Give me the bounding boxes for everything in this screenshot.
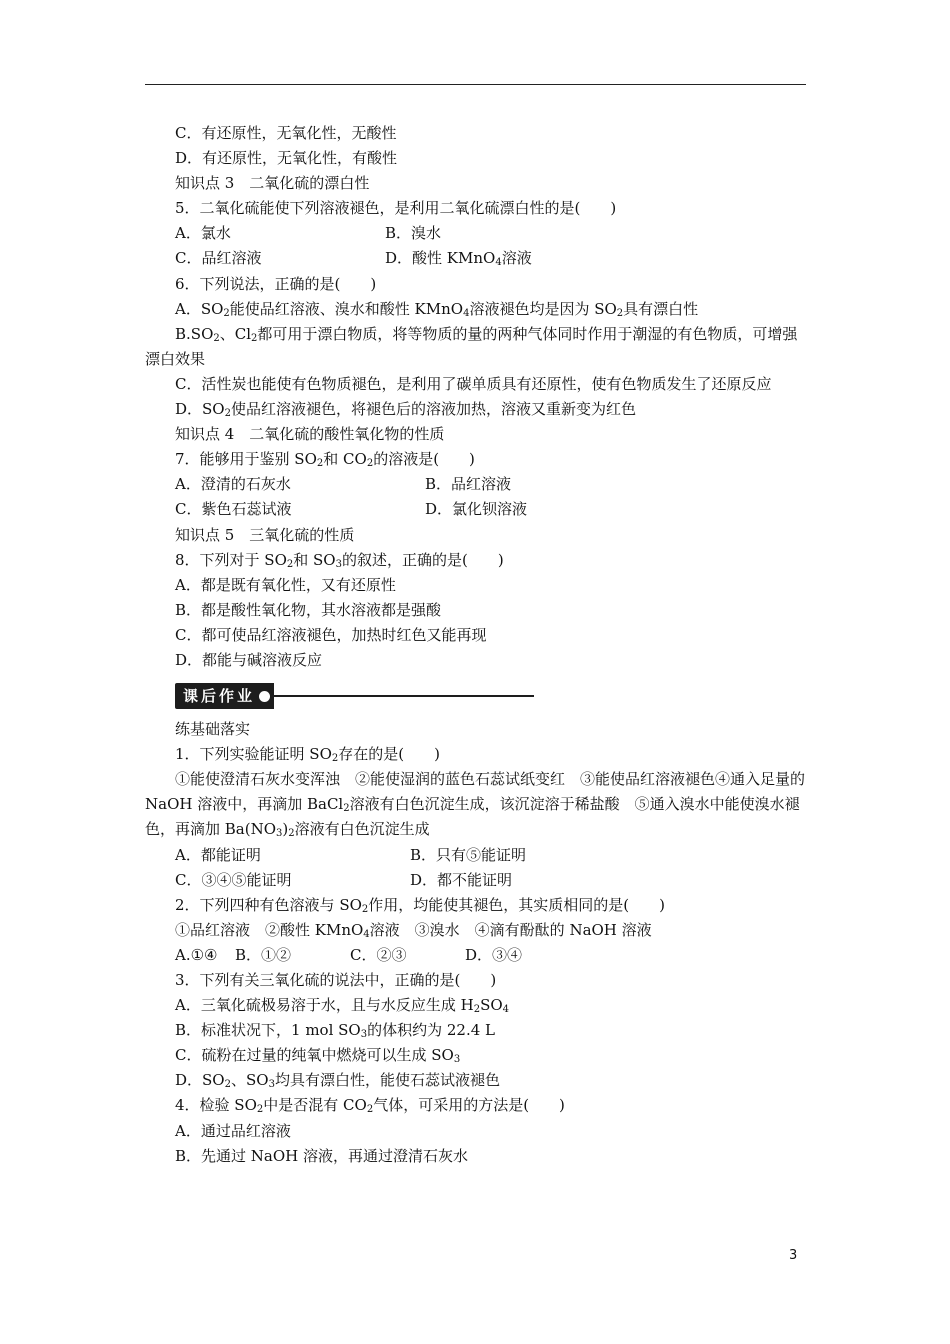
options-row	[145, 246, 810, 271]
option-a: A．氯水	[175, 224, 231, 243]
section-heading: 知识点 3 二氧化硫的漂白性	[175, 174, 370, 193]
option-d: D．$SO_2$、$SO_3$均具有漂白性，能使石蕊试液褪色	[175, 1071, 500, 1091]
option-c: C．都可使品红溶液褪色，加热时红色又能再现	[175, 625, 487, 644]
option-c: C．③④⑤能证明	[175, 870, 292, 889]
option-a: A．$SO_2$能使品红溶液、溴水和酸性 KMnO$_4$溶液褪色均是因为 $SO_2$具有漂白性	[175, 299, 699, 319]
question-7: 7．能够用于鉴别 $SO_2$和 $CO_2$的溶液是( )	[175, 450, 475, 470]
question-8: 8．下列对于 $SO_2$和 $SO_3$的叙述，正确的是( )	[175, 550, 504, 570]
option-a: A.①④	[175, 945, 218, 964]
subsection-heading: 练基础落实	[175, 720, 251, 739]
document-body	[145, 121, 810, 1169]
homework-badge: 课后作业	[175, 683, 274, 709]
option-d: D．酸性 KMnO$_4$溶液	[385, 249, 532, 269]
options-row	[145, 843, 810, 868]
option-b: B．①②	[235, 945, 292, 964]
options-row	[145, 868, 810, 893]
option-b: $B.SO_2$、$Cl_2$都可用于漂白物质，将等物质的量的两种气体同时作用于潮湿的有色物质，可增强漂白效果	[145, 324, 798, 368]
options-row	[145, 497, 810, 522]
section-heading: 知识点 4 二氧化硫的酸性氧化物的性质	[175, 425, 445, 444]
question-6: 6．下列说法，正确的是( )	[175, 274, 377, 293]
options-row	[145, 221, 810, 246]
option-a: A．三氧化硫极易溶于水，且与水反应生成 $H_2SO_4$	[175, 996, 510, 1016]
option-d: D．$SO_2$使品红溶液褪色，将褪色后的溶液加热，溶液又重新变为红色	[175, 400, 636, 420]
statements: ①品红溶液 ②酸性 KMnO$_4$溶液 ③溴水 ④滴有酚酞的 NaOH 溶液	[175, 920, 652, 940]
option-b: B．品红溶液	[425, 475, 512, 494]
option-b: B．都是酸性氧化物，其水溶液都是强酸	[175, 600, 442, 619]
option-c: C．活性炭也能使有色物质褪色，是利用了碳单质具有还原性，使有色物质发生了还原反应	[175, 374, 772, 393]
option-a: A．都是既有氧化性，又有还原性	[175, 575, 396, 594]
option-c: C．②③	[350, 945, 407, 964]
option-line: D．有还原性，无氧化性，有酸性	[175, 149, 398, 168]
homework-question-3: 3．下列有关三氧化硫的说法中，正确的是( )	[175, 971, 497, 989]
option-b: B．只有⑤能证明	[410, 845, 527, 864]
homework-question-4: 4．检验 $SO_2$中是否混有 $CO_2$气体，可采用的方法是( )	[175, 1096, 565, 1116]
homework-banner	[175, 683, 810, 709]
dot-icon	[259, 691, 270, 702]
option-c: C．硫粉在过量的纯氧中燃烧可以生成 $SO_3$	[175, 1046, 461, 1066]
option-d: D．都不能证明	[410, 870, 513, 889]
header-rule	[145, 84, 806, 85]
question-5: 5．二氧化硫能使下列溶液褪色，是利用二氧化硫漂白性的是( )	[175, 199, 617, 218]
homework-question-2: 2．下列四种有色溶液与 $SO_2$作用，均能使其褪色，其实质相同的是( )	[175, 895, 665, 915]
option-b: B．标准状况下，1 mol $SO_3$的体积约为 22.4 L	[175, 1021, 496, 1041]
statements: ①能使澄清石灰水变浑浊 ②能使湿润的蓝色石蕊试纸变红 ③能使品红溶液褪色④通入足量的 NaOH 溶液中，再滴加 BaCl$_2$溶液有白色沉淀生成，该沉淀溶于稀盐酸 ⑤通入溴水中能使溴水褪色，再滴加 $Ba(NO_3)_2$溶液有白色沉淀生成	[145, 770, 806, 840]
options-row	[145, 472, 810, 497]
option-a: A．通过品红溶液	[175, 1121, 291, 1140]
option-d: D．③④	[465, 945, 523, 964]
page-number: 3	[789, 1248, 798, 1263]
option-b: B．先通过 NaOH 溶液，再通过澄清石灰水	[175, 1146, 469, 1165]
option-line: C．有还原性，无氧化性，无酸性	[175, 124, 397, 142]
section-heading: 知识点 5 三氧化硫的性质	[175, 525, 355, 544]
option-a: A．澄清的石灰水	[175, 475, 291, 494]
option-c: C．品红溶液	[175, 249, 262, 268]
options-row	[145, 943, 810, 968]
option-d: D．氯化钡溶液	[425, 500, 528, 519]
option-d: D．都能与碱溶液反应	[175, 650, 323, 669]
banner-line	[274, 695, 534, 697]
option-c: C．紫色石蕊试液	[175, 500, 292, 519]
homework-question-1: 1．下列实验能证明 $SO_2$存在的是( )	[175, 745, 440, 765]
option-a: A．都能证明	[175, 845, 261, 864]
option-b: B．溴水	[385, 224, 442, 243]
